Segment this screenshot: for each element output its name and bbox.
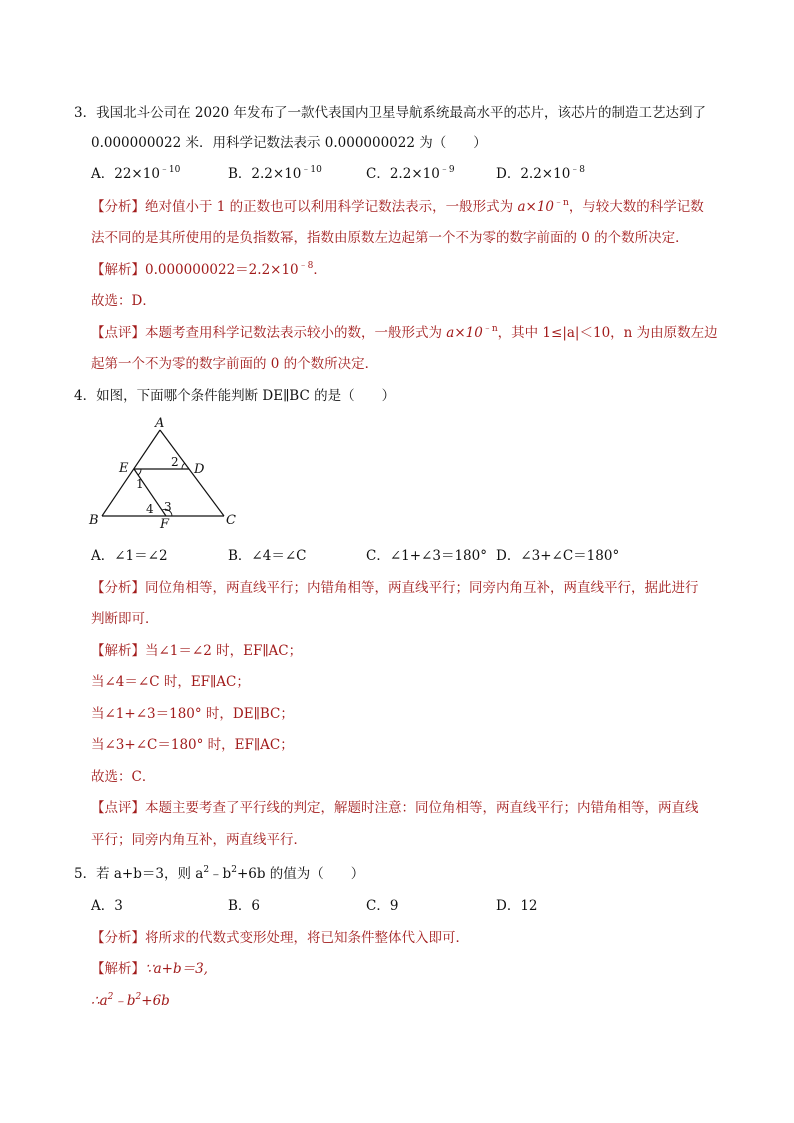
q4-answer: 故选：C．: [91, 769, 156, 785]
q5-analysis: 【分析】将所求的代数式变形处理，将已知条件整体代入即可．: [91, 930, 469, 946]
angle-label-2: 2: [171, 455, 179, 469]
q3-stem-line1: [74, 103, 706, 123]
q3-option-c: C．$2.2\times 10^{﹣9}$: [366, 165, 455, 182]
q5-option-d: D．12: [496, 898, 538, 914]
q3-option-a: A．$22\times 10^{﹣10}$: [91, 165, 181, 182]
q3-analysis-line2: 法不同的是其所使用的是负指数幂，指数由原数左边起第一个不为零的数字前面的 0 的个数所决定．: [91, 230, 689, 246]
label-e: E: [119, 461, 129, 476]
label-f: F: [160, 517, 170, 532]
angle-arc-2: [182, 463, 185, 469]
q4-option-b: B．∠4＝∠C: [228, 548, 307, 564]
q4-option-d: D．∠3+∠C＝180°: [496, 548, 620, 564]
q4-option-a: A．∠1＝∠2: [91, 548, 168, 564]
q4-solution-line2: 当∠4＝∠C 时，EF∥AC；: [91, 674, 250, 690]
angle-label-4: 4: [146, 502, 154, 516]
q3-number: 3．: [74, 105, 97, 121]
q4-solution-line3: 当∠1+∠3＝180° 时，DE∥BC；: [91, 706, 294, 722]
q3-comment-tag: 【点评】: [91, 325, 145, 341]
q4-geometry-figure: [84, 414, 244, 532]
q5-option-c: C．9: [366, 898, 399, 914]
q4-stem: [74, 386, 395, 406]
q5-analysis-tag: 【分析】: [91, 930, 145, 946]
q3-comment-line1: 【点评】本题考查用科学记数法表示较小的数，一般形式为 $a\times 10^{﹣n}$，其中 1≤|a|＜10，n 为由原数左边: [91, 324, 718, 341]
q4-stem-text: 如图，下面哪个条件能判断 DE∥BC 的是（ ）: [96, 388, 396, 404]
q3-option-b: B．$2.2\times 10^{﹣10}$: [228, 165, 322, 182]
q3-analysis-tag: 【分析】: [91, 199, 145, 215]
q4-comment-line2: 平行；同旁内角互补，两直线平行．: [91, 832, 307, 848]
q4-analysis-line2: 判断即可．: [91, 611, 159, 627]
q5-number: 5．: [74, 866, 97, 882]
q3-analysis-line1: 【分析】绝对值小于 1 的正数也可以利用科学记数法表示，一般形式为 $a\times 10^{﹣n}$，与较大数的科学记数: [91, 198, 704, 215]
angle-arc-1: [138, 469, 141, 475]
q4-number: 4．: [74, 388, 97, 404]
q4-comment-tag: 【点评】: [91, 800, 145, 816]
label-c: C: [226, 513, 236, 528]
q4-analysis-tag: 【分析】: [91, 580, 145, 596]
q3-solution-tag: 【解析】: [91, 262, 145, 278]
q4-solution-line4: 当∠3+∠C＝180° 时，EF∥AC；: [91, 737, 294, 753]
q4-analysis-line1: 【分析】同位角相等，两直线平行；内错角相等，两直线平行；同旁内角互补，两直线平行，据此进行: [91, 580, 699, 596]
q3-stem-line2: 0.000000022 米．用科学记数法表示 0.000000022 为（ ）: [91, 135, 487, 151]
q3-solution: 【解析】$0.000000022=2.2\times 10^{﹣8}$．: [91, 261, 327, 278]
label-d: D: [194, 462, 205, 477]
q3-stem-text1: 我国北斗公司在 2020 年发布了一款代表国内卫星导航系统最高水平的芯片，该芯片的制造工艺达到了: [96, 105, 707, 121]
q5-option-a: A．3: [91, 898, 123, 914]
q4-solution-line1: 【解析】当∠1＝∠2 时，EF∥AC；: [91, 643, 303, 659]
angle-label-3: 3: [164, 500, 172, 514]
angle-label-1: 1: [136, 477, 144, 491]
q5-solution-line1: 【解析】∵a+b＝3,: [91, 961, 208, 977]
q3-comment-line2: 起第一个不为零的数字前面的 0 的个数所决定．: [91, 356, 379, 372]
q5-option-b: B．6: [228, 898, 261, 914]
q5-solution-line2: $\therefore a^2﹣b^2+6b$: [91, 992, 170, 1009]
label-b: B: [89, 513, 99, 528]
q5-stem: 5．若 a+b＝3，则 $a^2﹣b^2+6b$ 的值为（ ）: [74, 865, 365, 882]
label-a: A: [155, 416, 165, 431]
q5-solution-tag: 【解析】: [91, 961, 145, 977]
q3-option-d: D．$2.2\times 10^{﹣8}$: [496, 165, 586, 182]
q4-solution-tag: 【解析】: [91, 643, 145, 659]
q4-option-c: C．∠1+∠3＝180°: [366, 548, 487, 564]
q4-comment-line1: 【点评】本题主要考查了平行线的判定，解题时注意：同位角相等，两直线平行；内错角相等，两直线: [91, 800, 699, 816]
q3-answer: 故选：D．: [91, 293, 156, 309]
